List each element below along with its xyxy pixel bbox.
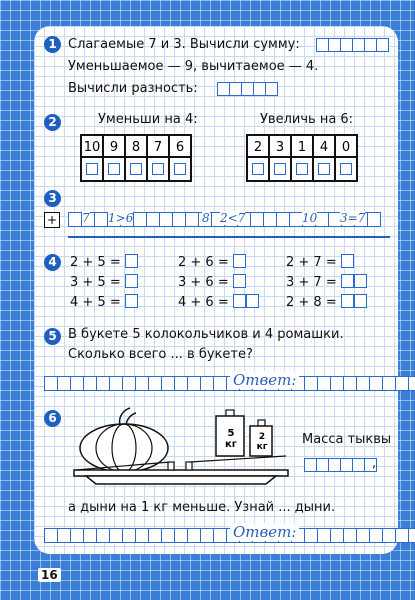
task3-item: 1>6: [108, 211, 134, 225]
weight-5kg-label: 5 кг: [224, 428, 237, 450]
answer-cell[interactable]: [252, 163, 264, 175]
task2-right-value: 4: [312, 134, 336, 160]
task2-left-answer-row[interactable]: [80, 156, 190, 182]
worksheet-page: [34, 26, 398, 554]
task3-item: 3=7: [340, 211, 366, 225]
task2-left-value: 10: [80, 134, 104, 160]
pumpkin-icon: [80, 408, 168, 472]
plus-sign-box: +: [44, 212, 60, 228]
task1-line3: Вычисли разность:: [68, 81, 198, 96]
task5-answer-label: Ответ:: [230, 371, 299, 389]
task6-answer-label: Ответ:: [230, 523, 299, 541]
answer-cell[interactable]: [274, 163, 286, 175]
answer-cell[interactable]: [340, 163, 352, 175]
task-number-3: 3: [44, 190, 61, 207]
task6-line-bottom: а дыни на 1 кг меньше. Узнай ... дыни.: [68, 500, 336, 515]
task2-right-value: 3: [268, 134, 292, 160]
task3-item: 2<7: [220, 211, 246, 225]
page-number: 16: [38, 568, 61, 582]
answer-cell[interactable]: [130, 163, 142, 175]
task2-right-value: 0: [334, 134, 358, 160]
task-number-5: 5: [44, 328, 61, 345]
task2-left-value: 9: [102, 134, 126, 160]
task-number-4: 4: [44, 254, 61, 271]
task2-left-value: 6: [168, 134, 192, 160]
task2-left-value: 8: [124, 134, 148, 160]
task5-line2: Сколько всего ... в букете?: [68, 347, 253, 362]
task-number-6: 6: [44, 410, 61, 427]
task4-expr: 3 + 5 =: [70, 274, 138, 290]
divider-line: [68, 236, 390, 238]
task2-right-answer-row[interactable]: [246, 156, 356, 182]
answer-cell[interactable]: [152, 163, 164, 175]
task5-line1: В букете 5 колокольчиков и 4 ромашки.: [68, 327, 344, 342]
task2-right-value: 2: [246, 134, 270, 160]
answer-cell[interactable]: [86, 163, 98, 175]
task2-right-value: 1: [290, 134, 314, 160]
task2-left-label: Уменьши на 4:: [98, 112, 198, 127]
task2-right-label: Увеличь на 6:: [260, 112, 354, 127]
answer-cell[interactable]: [296, 163, 308, 175]
task4-expr: 2 + 6 =: [178, 254, 246, 270]
task6-text-right: Масса тыквы: [302, 432, 392, 447]
task1-line1: Слагаемые 7 и 3. Вычисли сумму:: [68, 37, 300, 52]
task1-answer-cells-sum[interactable]: [316, 38, 388, 52]
task4-expr: 3 + 6 =: [178, 274, 246, 290]
task2-left-value: 7: [146, 134, 170, 160]
weight-2kg-label: 2 кг: [256, 432, 268, 452]
task-number-2: 2: [44, 114, 61, 131]
task4-expr: 2 + 7 =: [286, 254, 354, 270]
task4-expr: 2 + 5 =: [70, 254, 138, 270]
answer-cell[interactable]: [318, 163, 330, 175]
task-number-1: 1: [44, 36, 61, 53]
answer-cell[interactable]: [108, 163, 120, 175]
task3-item: 8: [202, 211, 210, 225]
task4-expr: 2 + 8 =: [286, 294, 367, 310]
task1-line2: Уменьшаемое — 9, вычитаемое — 4.: [68, 59, 319, 74]
answer-cell[interactable]: [174, 163, 186, 175]
task1-answer-cells-diff[interactable]: [217, 82, 277, 96]
task4-expr: 3 + 7 =: [286, 274, 367, 290]
task4-expr: 4 + 5 =: [70, 294, 138, 310]
task6-comma: ,: [372, 456, 377, 471]
task3-item: 10: [302, 211, 318, 225]
task3-item: 7: [82, 211, 90, 225]
task4-expr: 4 + 6 =: [178, 294, 259, 310]
task6-answer-cells[interactable]: [304, 458, 376, 472]
